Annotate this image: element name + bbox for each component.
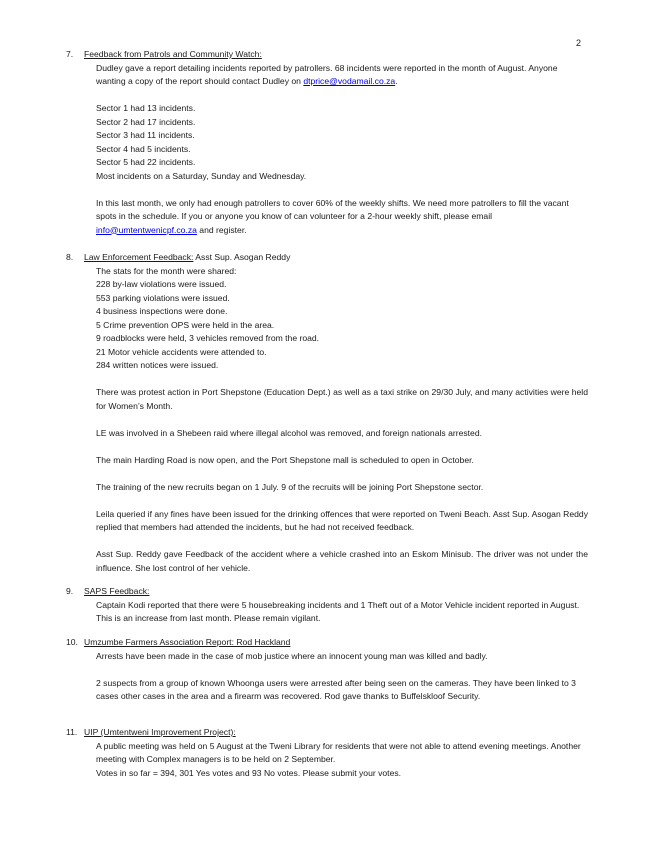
stat-line: 21 Motor vehicle accidents were attended to. <box>96 346 267 357</box>
section-saps-feedback <box>66 585 588 626</box>
sector-line: Sector 3 had 11 incidents. <box>96 130 195 140</box>
section-heading <box>66 585 588 599</box>
paragraph: There was protest action in Port Shepstone (Education Dept.) as well as a taxi strike on 29/30 July, and many activities were held for Women’s Month. <box>96 387 588 411</box>
section-patrols-feedback <box>66 48 588 237</box>
section-heading <box>66 251 588 265</box>
sector-line: Sector 4 had 5 incidents. <box>96 143 191 154</box>
section-heading <box>66 48 588 62</box>
email-link-dudley[interactable]: dtprice@vodamail.co.za <box>303 76 396 86</box>
votes-line: Votes in so far = 394, 301 Yes votes and 93 No votes. Please submit your votes. <box>96 767 402 778</box>
stat-line: 4 business inspections were done. <box>96 306 228 316</box>
section-presenter: Asst Sup. Asogan Reddy <box>193 252 291 262</box>
paragraph: Leila queried if any fines have been issued for the drinking offences that were reported on Tweni Beach. Asst Sup. Asogan Reddy replied that members had attended the incidents, but he had not received feedback. <box>96 508 588 532</box>
paragraph: 2 suspects from a group of known Whoonga users were arrested after being seen on the cameras. They have been linked to 3 cases other cases in the area and a firearm was recovered. Rod gave thanks to Buffelskloof Security. <box>96 677 576 701</box>
page-number: 2 <box>576 38 582 48</box>
section-uip <box>66 726 588 780</box>
stat-line: 284 written notices were issued. <box>96 360 219 370</box>
section-title: Feedback from Patrols and Community Watch: <box>84 49 262 59</box>
report-text: Dudley gave a report detailing incidents reported by patrollers. 68 incidents were reported in the month of August. Anyone wanting a copy of the report should contact Dudley on <box>96 62 558 86</box>
paragraph: Asst Sup. Reddy gave Feedback of the accident where a vehicle crashed into an Eskom Minisub. The driver was not under the influence. She lost control of her vehicle. <box>96 549 588 573</box>
stat-line: The stats for the month were shared: <box>96 265 237 276</box>
paragraph: Arrests have been made in the case of mob justice where an innocent young man was killed and badly. <box>96 650 488 661</box>
item-number: 9. <box>66 586 74 596</box>
item-number: 11. <box>66 727 78 737</box>
paragraph: A public meeting was held on 5 August at the Tweni Library for residents that were not able to attend evening meetings. Another meeting with Complex managers is to be held on 2 September. <box>96 740 581 764</box>
stat-line: 5 Crime prevention OPS were held in the area. <box>96 319 275 330</box>
stat-line: 9 roadblocks were held, 3 vehicles removed from the road. <box>96 333 320 343</box>
section-title: SAPS Feedback: <box>84 586 150 596</box>
sector-line: Most incidents on a Saturday, Sunday and Wednesday. <box>96 170 307 181</box>
paragraph: The training of the new recruits began on 1 July. 9 of the recruits will be joining Port Shepstone sector. <box>96 481 484 492</box>
section-heading <box>66 636 588 650</box>
sector-line: Sector 1 had 13 incidents. <box>96 103 196 113</box>
section-title: Law Enforcement Feedback: <box>84 252 194 262</box>
volunteer-text: In this last month, we only had enough patrollers to cover 60% of the weekly shifts. We need more patrollers to fill the vacant spots in the schedule. If you or anyone you know of can volunteer for a 2-hour weekly shift, please email <box>96 197 569 221</box>
section-title: UIP (Umtentweni Improvement Project): <box>84 727 236 737</box>
section-law-enforcement <box>66 251 588 575</box>
stat-line: 553 parking violations were issued. <box>96 292 230 303</box>
volunteer-paragraph <box>96 197 588 238</box>
section-heading <box>66 726 588 740</box>
section-title: Umzumbe Farmers Association Report: Rod Hackland <box>84 637 291 647</box>
item-number: 7. <box>66 49 74 59</box>
item-number: 10. <box>66 637 78 647</box>
paragraph: The main Harding Road is now open, and the Port Shepstone mall is scheduled to open in October. <box>96 454 474 465</box>
sector-line: Sector 5 had 22 incidents. <box>96 157 196 167</box>
report-paragraph <box>96 62 588 89</box>
paragraph: Captain Kodi reported that there were 5 housebreaking incidents and 1 Theft out of a Motor Vehicle incident reported in August. This is an increase from last month. Please remain vigilant. <box>96 599 580 623</box>
period: . <box>395 76 398 86</box>
sector-line: Sector 2 had 17 incidents. <box>96 116 196 127</box>
section-farmers-association <box>66 636 588 704</box>
volunteer-text-end: and register. <box>196 224 247 235</box>
stat-line: 228 by-law violations were issued. <box>96 279 227 289</box>
email-link-info[interactable]: info@umtentwenicpf.co.za <box>96 224 197 235</box>
item-number: 8. <box>66 252 74 262</box>
paragraph: LE was involved in a Shebeen raid where illegal alcohol was removed, and foreign nationals arrested. <box>96 427 482 438</box>
